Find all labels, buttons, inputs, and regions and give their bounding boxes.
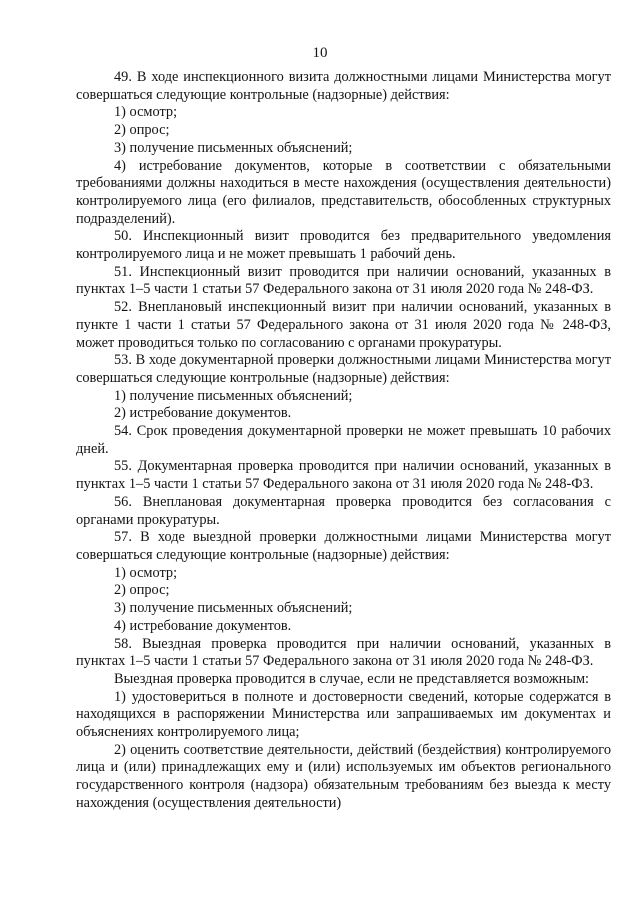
paragraph-55: 55. Документарная проверка проводится при наличии оснований, указанных в пунктах 1–5 части 1 статьи 57 Федерального закона от 31 июля 2020 года № 248-ФЗ. xyxy=(76,458,611,493)
paragraph-50: 50. Инспекционный визит проводится без предварительного уведомления контролируемого лица и не может превышать 1 рабочий день. xyxy=(76,228,611,263)
list-item: 2) оценить соответствие деятельности, действий (бездействия) контролируемого лица и (или) принадлежащих ему и (или) используемых им объектов регионального государственного контроля (надзора) обязательным требованиям без выезда к месту нахождения (осуществления деятельности) xyxy=(76,741,611,811)
page-number: 10 xyxy=(312,45,328,61)
list-item: 1) осмотр; xyxy=(114,564,178,581)
list-item: 2) истребование документов. xyxy=(114,405,292,422)
paragraph-onsite-conditions: Выездная проверка проводится в случае, если не представляется возможным: xyxy=(114,670,590,687)
paragraph-58: 58. Выездная проверка проводится при наличии оснований, указанных в пунктах 1–5 части 1 статьи 57 Федерального закона от 31 июля 2020 года № 248-ФЗ. xyxy=(76,635,611,670)
paragraph-54: 54. Срок проведения документарной проверки не может превышать 10 рабочих дней. xyxy=(76,423,611,457)
list-item: 1) осмотр; xyxy=(114,104,178,121)
list-item: 1) получение письменных объяснений; xyxy=(114,387,353,404)
paragraph-56: 56. Внеплановая документарная проверка проводится без согласования с органами прокуратуры. xyxy=(76,493,611,528)
paragraph-53: 53. В ходе документарной проверки должностными лицами Министерства могут совершаться следующие контрольные (надзорные) действия: xyxy=(76,352,611,386)
list-item: 4) истребование документов. xyxy=(114,617,292,634)
list-item: 2) опрос; xyxy=(114,122,170,139)
list-item: 3) получение письменных объяснений; xyxy=(114,139,353,156)
paragraph-52: 52. Внеплановый инспекционный визит при наличии оснований, указанных в пункте 1 части 1 статьи 57 Федерального закона от 31 июля 2020 года № 248-ФЗ, может проводиться только по согласованию с органами прокуратуры. xyxy=(76,299,611,351)
paragraph-51: 51. Инспекционный визит проводится при наличии оснований, указанных в пунктах 1–5 части 1 статьи 57 Федерального закона от 31 июля 2020 года № 248-ФЗ. xyxy=(76,263,611,298)
list-item: 4) истребование документов, которые в соответствии с обязательными требованиями должны находиться в месте нахождения (осуществления деятельности) контролируемого лица (его филиалов, представительств, обособленных структурных подразделений). xyxy=(76,157,611,227)
list-item: 2) опрос; xyxy=(114,582,170,599)
paragraph-49: 49. В ходе инспекционного визита должностными лицами Министерства могут совершаться следующие контрольные (надзорные) действия: xyxy=(76,69,611,103)
paragraph-57: 57. В ходе выездной проверки должностными лицами Министерства могут совершаться следующие контрольные (надзорные) действия: xyxy=(76,529,611,563)
list-item: 3) получение письменных объяснений; xyxy=(114,600,353,617)
list-item: 1) удостовериться в полноте и достоверности сведений, которые содержатся в находящихся в распоряжении Министерства или запрашиваемых им документах и объяснениях контролируемого лица; xyxy=(76,688,611,741)
document-body xyxy=(76,69,611,813)
